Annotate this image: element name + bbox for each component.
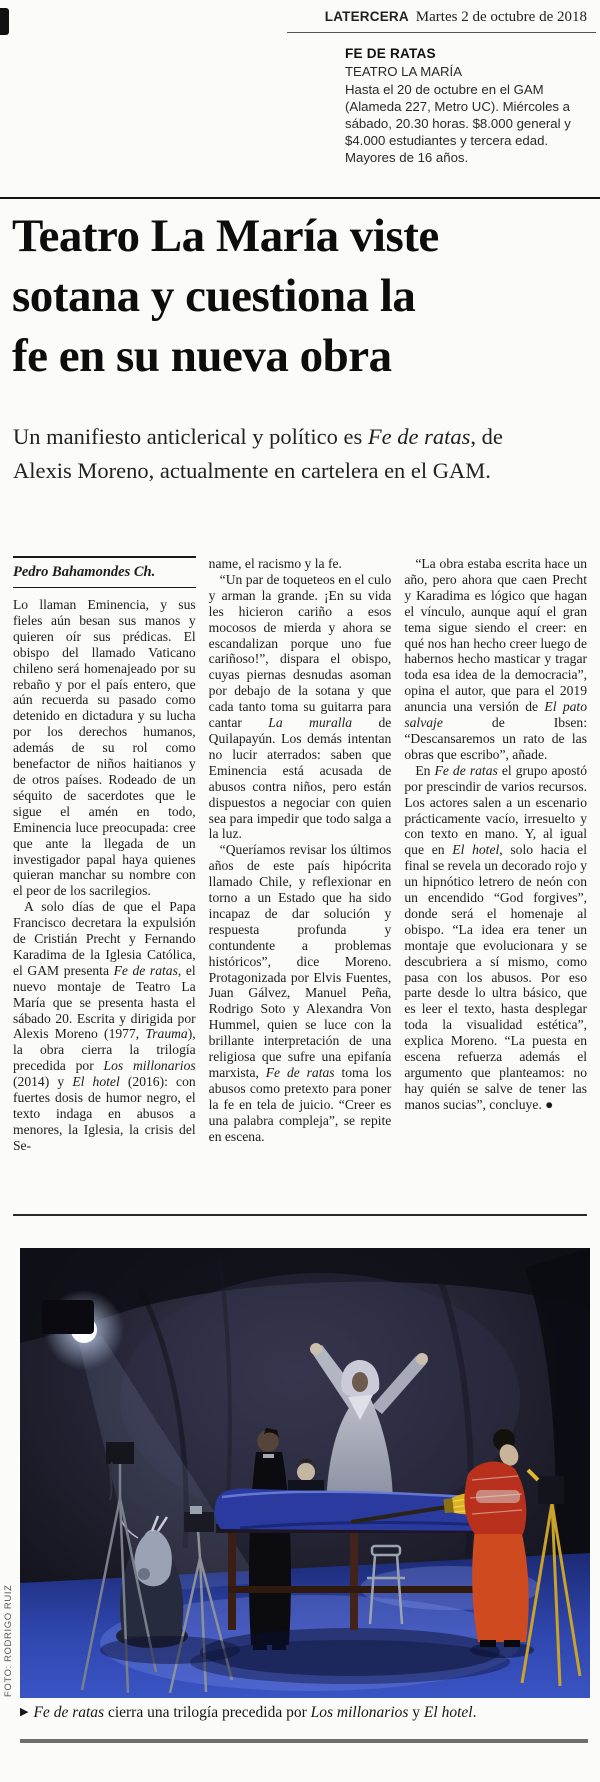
- body-photo-divider: [13, 1214, 587, 1216]
- italic-text: Fe de ratas: [367, 424, 471, 449]
- text-segment: el grupo apostó por prescindir de varios recursos. Los actores salen a un escenario prácticamente vacío, irresuelto y con texto en mano. Y, al igual que en: [404, 762, 587, 858]
- text-segment: ), la obra cierra la trilogía precedida por: [13, 1026, 196, 1074]
- brand-logo: LATERCERA: [324, 9, 409, 24]
- headline-line: sotana y cuestiona la: [12, 270, 416, 322]
- text-segment: de Ibsen: “Descansaremos un rato de las obras que escribo”, añade.: [404, 715, 587, 762]
- text-segment: toma los abusos como pretexto para poner la fe en tela de juicio. “Creer es una palabra compleja”, se repite en escena.: [208, 1065, 392, 1144]
- column-paragraphs: [209, 556, 392, 1145]
- headline-line: fe en su nueva obra: [12, 330, 392, 382]
- article-column: [209, 556, 392, 1211]
- subheadline-line: [13, 420, 587, 454]
- listing-venue: TEATRO LA MARÍA: [345, 64, 462, 79]
- photo-credit: FOTO: RODRIGO RUIZ: [3, 1584, 14, 1697]
- headline-divider: [0, 197, 600, 199]
- byline: Pedro Bahamondes Ch.: [13, 564, 156, 580]
- caption-text: [33, 1704, 476, 1721]
- stage-photo-illustration: [20, 1248, 590, 1698]
- listing-title: FE DE RATAS: [345, 46, 436, 61]
- italic-text: El hotel: [423, 1704, 473, 1721]
- photo-caption: [20, 1701, 588, 1725]
- italic-text: La muralla: [268, 715, 353, 731]
- italic-text: El hotel: [72, 1074, 120, 1090]
- caption-arrow-icon: ▶: [20, 1705, 29, 1718]
- article-paragraph: [404, 556, 587, 763]
- article-column: [404, 556, 587, 1211]
- text-segment: , solo hacia el final se revela un decorado rojo y un hipnótico letrero de neón con un encendido “God forgives”, donde será el homenaje al obispo. “La idea era tener un montaje que evolucionara y se descubriera a sí mismo, como pasa con los abusos. Por eso parte desde lo ultra básico, que es leer el texto, hasta desplegar toda la visualidad estética”, explica Moreno. “La puesta en escena refuerza además el argumento que planteamos: no hay quién se salve de tener las manos sucias”, concluye. ●: [404, 842, 587, 1112]
- stage-photo: [20, 1248, 590, 1698]
- page-header: [325, 8, 587, 26]
- subheadline-line: [13, 454, 587, 488]
- italic-text: Fe de ratas: [113, 962, 178, 978]
- page-title: [12, 206, 590, 386]
- italic-text: Los millonarios: [103, 1058, 196, 1074]
- text-segment: Un manifiesto anticlerical y político es: [13, 424, 368, 449]
- listing-box: [345, 45, 593, 166]
- article-paragraph: [209, 842, 392, 1144]
- article-body: [13, 556, 587, 1211]
- article-paragraph: [209, 556, 392, 572]
- text-segment: name, el racismo y la fe.: [208, 556, 342, 571]
- italic-text: Los millonarios: [310, 1704, 409, 1721]
- text-segment: (2014) y: [13, 1074, 73, 1090]
- column-paragraphs: [13, 597, 196, 1154]
- article-paragraph: [13, 899, 196, 1154]
- italic-text: Trauma: [145, 1026, 188, 1042]
- text-segment: cierra una trilogía precedida por: [104, 1704, 311, 1721]
- header-date: Martes 2 de octubre de 2018: [415, 9, 587, 25]
- text-segment: A solo días de que el Papa Francisco decretara la expulsión de Cristián Precht y Fernando Karadima de la Iglesia Católica, el GAM presenta: [13, 899, 196, 978]
- text-segment: y: [408, 1704, 424, 1721]
- text-segment: “Queríamos revisar los últimos años de este país hipócrita llamado Chile, y reflexionar en torno a un Estado que ha sido incapaz de dar solución y respuesta profunda y contundente a problemas históricos”, dice Moreno. Protagonizada por Elvis Fuentes, Juan Gálvez, Manuel Peña, Rodrigo Soto y Alexandra Von Hummel, quien se luce con la brillante interpretación de una religiosa que sufre una epifanía marxista,: [208, 842, 392, 1080]
- text-segment: Alexis Moreno, actualmente en cartelera en el GAM.: [13, 458, 491, 483]
- italic-text: El hotel: [452, 842, 500, 858]
- text-segment: “La obra estaba escrita hace un año, pero ahora que caen Precht y Karadima es lógico que hagan el vínculo, aunque aquí el gran tema sigue siendo el creer: en qué nos han hecho creer luego de habernos hecho masticar y tragar toda esa idea de la democracia”, opina el autor, que para el 2019 anuncia una versión de: [404, 556, 587, 715]
- subheadline: [13, 420, 587, 488]
- text-segment: “Un par de toqueteos en el culo y arman la grande. ¡En su vida les hicieron cariño a esos mocosos de mierda y ahora se escandalizan porque uno fue cariñoso!”, dispara el obispo, cuyas piernas desnudas asoman por debajo de la sotana y que cada tanto toma su guitarra para cantar: [208, 571, 392, 731]
- italic-text: El pato salvaje: [404, 699, 587, 731]
- italic-text: Fe de ratas: [434, 762, 498, 778]
- listing-details: Hasta el 20 de octubre en el GAM (Alameda 227, Metro UC). Miércoles a sábado, 20.30 horas. $8.000 general y $4.000 estudiantes y tercera edad. Mayores de 16 años.: [345, 82, 571, 165]
- byline-block: [13, 556, 196, 588]
- adjacent-page-fragment: [0, 8, 9, 35]
- article-paragraph: [209, 572, 392, 842]
- text-segment: , de: [470, 424, 503, 449]
- text-segment: En: [415, 762, 435, 778]
- text-segment: Lo llaman Eminencia, y sus fieles aún besan sus manos y quieren oír sus prédicas. El obispo del llamado Vaticano chileno será homenajeado por su rebaño y por el país entero, que aún recuerda su pasado como detenido en dictadura y su lucha por los derechos humanos, además de su rol como benefactor de niños haitianos y de otros países. Rodeado de un séquito de sacerdotes que le sigue el amén en todo, Eminencia luce preocupada: cree que ante la llegada de un investigador papal haya quienes quieran manchar su nombre con el peor de los sacrilegios.: [13, 597, 196, 899]
- article-paragraph: [404, 763, 587, 1113]
- text-segment: (2016): con fuertes dosis de humor negro, el texto indaga en abusos a menores, la Iglesia, la crisis del Se-: [13, 1074, 196, 1153]
- text-segment: , el nuevo montaje de Teatro La María que se presenta hasta el sábado 20. Escrita y dirigida por Alexis Moreno (1977,: [13, 962, 196, 1042]
- column-paragraphs: [404, 556, 587, 1113]
- bottom-divider: [20, 1739, 588, 1743]
- header-divider: [287, 32, 596, 33]
- article-column: [13, 556, 196, 1211]
- headline-line: Teatro La María viste: [12, 210, 439, 262]
- article-paragraph: [13, 597, 196, 899]
- italic-text: Fe de ratas: [265, 1065, 335, 1080]
- italic-text: Fe de ratas: [33, 1704, 105, 1721]
- text-segment: .: [472, 1704, 477, 1721]
- text-segment: de Quilapayún. Los demás intentan no lucir aterrados: saben que Eminencia está acusada de abusos contra niños, pero están dispuestos a negociar con quien sea para impedir que todo salga a la luz.: [208, 715, 392, 842]
